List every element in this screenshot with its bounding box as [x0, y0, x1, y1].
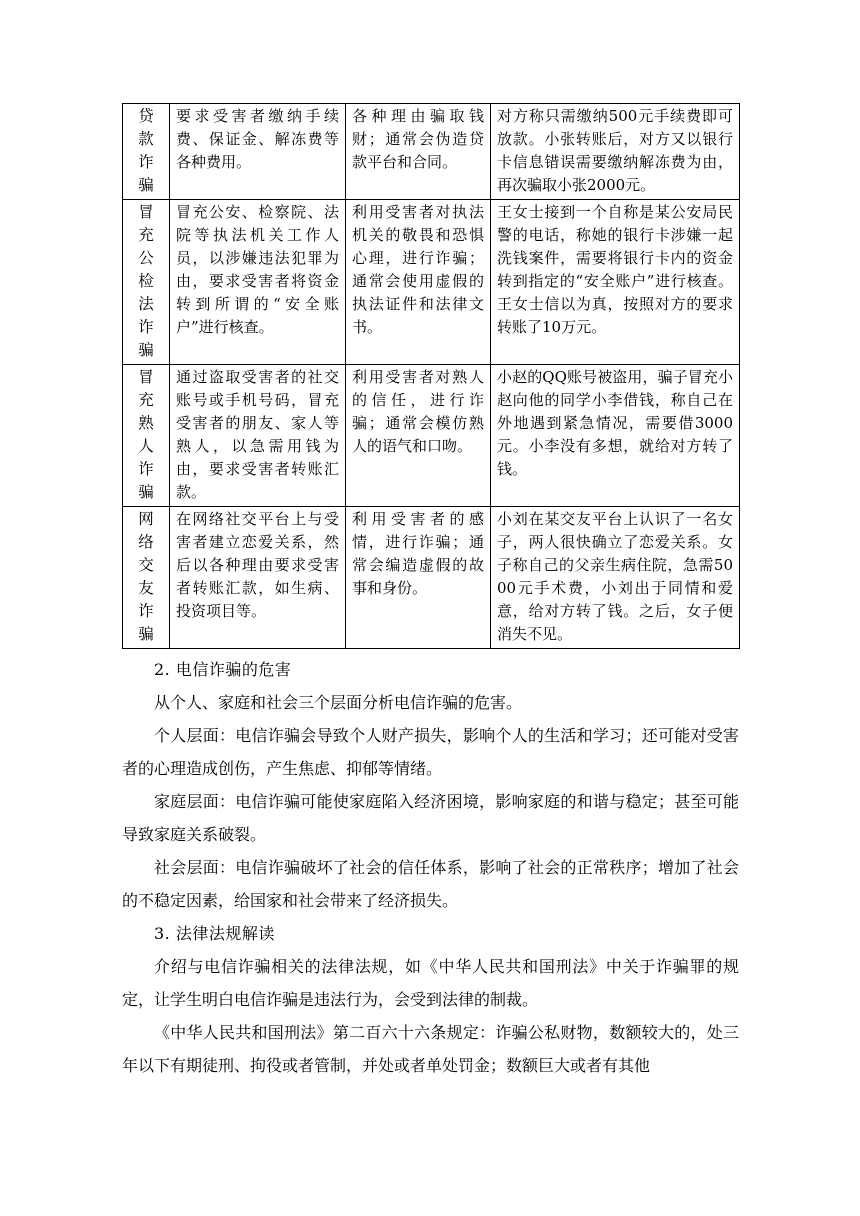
fraud-method-cell: 要求受害者缴纳手续费、保证金、解冻费等各种费用。 [170, 104, 346, 200]
fraud-type-char: 友 [138, 579, 154, 597]
body-text [122, 653, 739, 1082]
fraud-type-char: 骗 [138, 341, 154, 359]
fraud-feature-cell: 利用受害者对执法机关的敬畏和恐惧心理，进行诈骗；通常会使用虚假的执法证件和法律文书。 [346, 200, 491, 365]
fraud-type-char: 充 [138, 391, 154, 409]
paragraph-harm-intro: 从个人、家庭和社会三个层面分析电信诈骗的危害。 [154, 693, 523, 712]
section-heading-harm: 2. 电信诈骗的危害 [154, 660, 292, 679]
fraud-feature-cell: 各种理由骗取钱财；通常会伪造贷款平台和合同。 [346, 104, 491, 200]
fraud-case-cell: 对方称只需缴纳500元手续费即可放款。小张转账后，对方又以银行卡信息错误需要缴纳解冻费为由，再次骗取小张2000元。 [491, 104, 740, 200]
fraud-type-char: 公 [138, 249, 154, 267]
paragraph-harm-personal: 个人层面：电信诈骗会导致个人财产损失，影响个人的生活和学习；还可能对受害者的心理造成创伤，产生焦虑、抑郁等情绪。 [122, 726, 739, 778]
fraud-type-cell [123, 200, 170, 365]
fraud-type-cell [123, 104, 170, 200]
fraud-type-char: 诈 [138, 460, 154, 478]
fraud-type-char: 诈 [138, 602, 154, 620]
fraud-type-char: 骗 [138, 176, 154, 194]
fraud-feature-cell: 利用受害者的感情，进行诈骗；通常会编造虚假的故事和身份。 [346, 507, 491, 649]
fraud-type-char: 骗 [138, 483, 154, 501]
table-row [123, 365, 740, 507]
fraud-type-char: 骗 [138, 625, 154, 643]
paragraph-law-intro: 介绍与电信诈骗相关的法律法规，如《中华人民共和国刑法》中关于诈骗罪的规定，让学生明白电信诈骗是违法行为，会受到法律的制裁。 [122, 957, 739, 1009]
fraud-types-table [122, 103, 740, 649]
fraud-type-char: 款 [138, 130, 154, 148]
table-row [123, 104, 740, 200]
fraud-type-cell [123, 365, 170, 507]
fraud-type-char: 检 [138, 272, 154, 290]
fraud-type-cell [123, 507, 170, 649]
paragraph-harm-society: 社会层面：电信诈骗破坏了社会的信任体系，影响了社会的正常秩序；增加了社会的不稳定因素，给国家和社会带来了经济损失。 [122, 858, 739, 910]
table-row [123, 507, 740, 649]
fraud-method-cell: 冒充公安、检察院、法院等执法机关工作人员，以涉嫌违法犯罪为由，要求受害者将资金转到所谓的“安全账户”进行核查。 [170, 200, 346, 365]
fraud-case-cell: 小赵的QQ账号被盗用，骗子冒充小赵向他的同学小李借钱，称自己在外地遇到紧急情况，需要借3000元。小李没有多想，就给对方转了钱。 [491, 365, 740, 507]
fraud-method-cell: 通过盗取受害者的社交账号或手机号码，冒充受害者的朋友、家人等熟人，以急需用钱为由，要求受害者转账汇款。 [170, 365, 346, 507]
fraud-case-cell: 小刘在某交友平台上认识了一名女子，两人很快确立了恋爱关系。女子称自己的父亲生病住院，急需5000元手术费，小刘出于同情和爱意，给对方转了钱。之后，女子便消失不见。 [491, 507, 740, 649]
fraud-type-char: 充 [138, 226, 154, 244]
paragraph-harm-family: 家庭层面：电信诈骗可能使家庭陷入经济困境，影响家庭的和谐与稳定；甚至可能导致家庭关系破裂。 [122, 792, 739, 844]
fraud-type-char: 冒 [138, 203, 154, 221]
table-row [123, 200, 740, 365]
fraud-type-char: 诈 [138, 153, 154, 171]
fraud-type-char: 诈 [138, 318, 154, 336]
fraud-type-char: 法 [138, 295, 154, 313]
section-heading-law: 3. 法律法规解读 [154, 924, 275, 943]
fraud-type-char: 交 [138, 556, 154, 574]
fraud-type-char: 人 [138, 437, 154, 455]
paragraph-law-article: 《中华人民共和国刑法》第二百六十六条规定：诈骗公私财物，数额较大的，处三年以下有期徒刑、拘役或者管制，并处或者单处罚金；数额巨大或者有其他 [122, 1023, 739, 1075]
fraud-type-char: 贷 [138, 107, 154, 125]
fraud-type-char: 络 [138, 533, 154, 551]
fraud-case-cell: 王女士接到一个自称是某公安局民警的电话，称她的银行卡涉嫌一起洗钱案件，需要将银行卡内的资金转到指定的“安全账户”进行核查。王女士信以为真，按照对方的要求转账了10万元。 [491, 200, 740, 365]
fraud-method-cell: 在网络社交平台上与受害者建立恋爱关系，然后以各种理由要求受害者转账汇款，如生病、投资项目等。 [170, 507, 346, 649]
fraud-type-char: 网 [138, 510, 154, 528]
fraud-type-char: 冒 [138, 368, 154, 386]
fraud-type-char: 熟 [138, 414, 154, 432]
fraud-feature-cell: 利用受害者对熟人的信任，进行诈骗；通常会模仿熟人的语气和口吻。 [346, 365, 491, 507]
